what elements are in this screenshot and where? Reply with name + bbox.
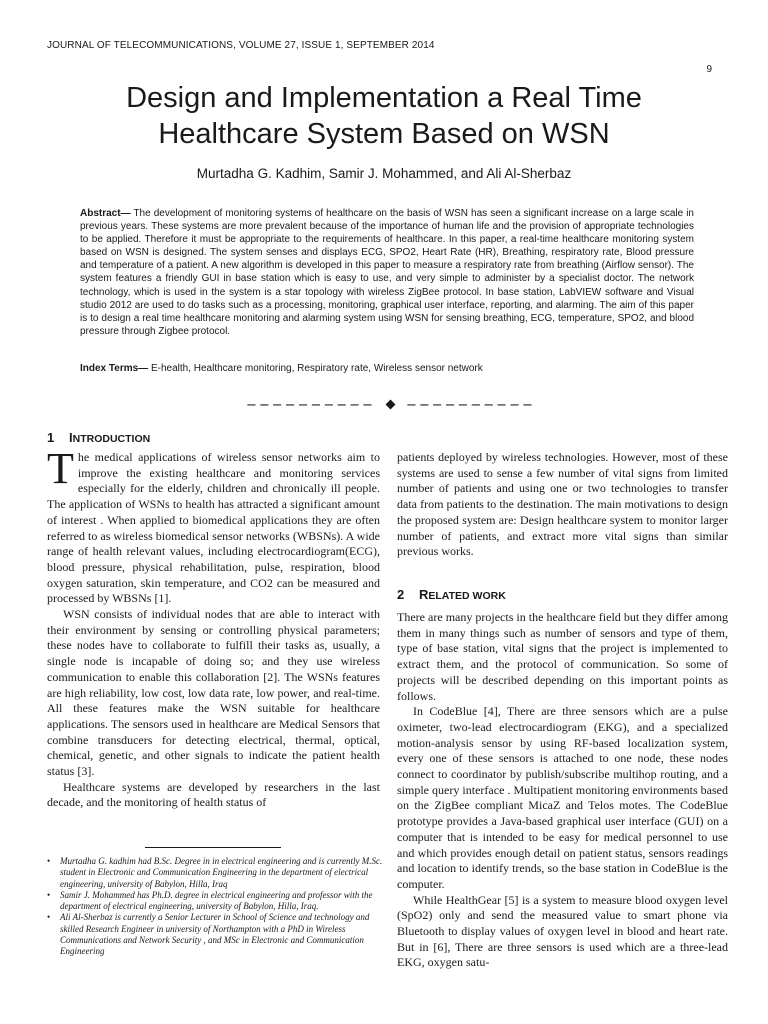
section-title-initial: R bbox=[419, 587, 429, 602]
footnote-text: Samir J. Mohammed has Ph.D. degree in electrical engineering and professor with the department of electrical engineering, university of Babylon, Hilla, Iraq. bbox=[60, 889, 373, 912]
related-paragraph-3: While HealthGear [5] is a system to measure blood oxygen level (SpO2) only and send the measured value to smart phone via Bluetooth to display values of oxygen level in blood and heart rate. But in [6], There are three sensors is used which are a three-lead EKG, oxygen satu- bbox=[397, 892, 728, 970]
diamond-icon bbox=[385, 400, 395, 410]
page-number: 9 bbox=[706, 64, 712, 75]
abstract-label: Abstract— bbox=[80, 208, 131, 219]
section-heading-related-work bbox=[397, 587, 506, 602]
bullet-icon: • bbox=[47, 856, 51, 866]
intro-paragraph-2: WSN consists of individual nodes that are able to interact with their environment by sensing or controlling physical parameters; these nodes have to collaborate to fulfill their tasks as, usually, a single node is incapable of doing so; and they use wireless communication to enable this collaboration [2]. The WSNs features are high reliability, low cost, low data rate, low power, and real-time. All these features make the WSN suitable for healthcare applications. The sensors used in healthcare are Medical Sensors that combine transducers for detecting electrical, thermal, optical, chemical, genetic, and other signals to indicate the patient health status [3]. bbox=[47, 607, 380, 779]
intro-paragraph-3-continued: patients deployed by wireless technologies. However, most of these systems are used to sense a few number of vital signs from limited number of patients and using one or two technologies to transfer data from patients to the destination. The main motivations to design the proposed system are: Design healthcare system to monitor larger number of patients, and extract more vital signs than similar previous works. bbox=[397, 450, 728, 559]
abstract bbox=[80, 207, 694, 338]
paper-title bbox=[40, 80, 728, 152]
separator-dashes-right: −−−−−−−−−− bbox=[405, 398, 535, 413]
section-heading-introduction bbox=[47, 430, 150, 445]
footnote-item bbox=[47, 890, 383, 913]
section-title-rest: ELATED WORK bbox=[428, 590, 506, 602]
title-line-1: Design and Implementation a Real Time bbox=[126, 82, 642, 114]
separator-dashes-left: −−−−−−−−−− bbox=[246, 398, 375, 413]
bullet-icon: • bbox=[47, 912, 51, 923]
index-terms-text: E-health, Healthcare monitoring, Respiratory rate, Wireless sensor network bbox=[150, 363, 483, 374]
index-terms bbox=[80, 363, 694, 374]
title-line-2: Healthcare System Based on WSN bbox=[158, 118, 610, 150]
footnote-item bbox=[47, 912, 383, 957]
right-column-bottom bbox=[397, 610, 728, 971]
section-number: 2 bbox=[397, 587, 405, 602]
right-column-top bbox=[397, 450, 728, 560]
section-number: 1 bbox=[47, 430, 55, 445]
intro-paragraph-1-text: he medical applications of wireless sensor networks aim to improve the existing healthcare and monitoring services especially for the elderly, children and chronically ill people. The application of WSNs to health has attracted a significant amount of interest . When applied to biomedical applications they are often referred to as wireless biomedical sensor networks (WBSNs). A wide range of health relevant values, including electrocardiogram(ECG), blood pressure, physical rehabilitation, pulse, respiration, blood oxygen saturation, skin temperature, and CO2 can be measured and processed by WBSNs [1]. bbox=[47, 450, 380, 606]
intro-paragraph-3: Healthcare systems are developed by researchers in the last decade, and the monitoring of health status of bbox=[47, 779, 380, 810]
section-separator bbox=[246, 398, 535, 413]
index-terms-label: Index Terms— bbox=[80, 363, 149, 374]
related-paragraph-2: In CodeBlue [4], There are three sensors which are a pulse oximeter, two-lead electrocardiogram (EKG), and a specialized motion-analysis sensor by using RF-based localization system, every one of these sensors is attached to one node, these nodes connect to coordinator by publish/subscribe multihop routing, and a simple query interface . Multipatient monitoring environments based on the ZigBee compliant MicaZ and Telos motes. The CodeBlue prototype provides a Java-based graphical user interface (GUI) on a computer that is intended to be easy for medical personnel to use and which provides enough detail on patient status, sensors readings and location to identify trends, so the base station in CodeBlue is the computer. bbox=[397, 704, 728, 891]
footnote-item bbox=[47, 856, 383, 890]
author-footnotes bbox=[47, 856, 383, 958]
drop-cap: T bbox=[47, 444, 74, 493]
abstract-text: The development of monitoring systems of healthcare on the basis of WSN has seen a significant increase on a large scale in previous years. These systems are more prevalent because of the importance of human life and the provision of appropriate technologies to be applied. Therefore it must be appropriate to the requirements of healthcare. In this paper, a real-time healthcare monitoring system based on WSN is designed. The system senses and displays ECG, SPO2, Heart Rate (HR), Breathing, respiratory rate, Blood pressure and temperature of a patient. A new algorithm is developed in this paper to measure a respiratory rate from breathing (Airflow sensor). The system features a friendly GUI in base station which is easy to use, and very simple to administer by a specialist doctor. The network technology, which is used in the system is a star topology with wireless ZigBee protocol. In base station, LabVIEW software and Visual studio 2012 are used to do tasks such as a processing, monitoring, graphical user interface, reporting, and alarming. The aim of this paper is to design a real time healthcare monitoring and alarming system using WSN for sensing breathing, ECG, temperature, SPO2, and blood pressure through Zigbee protocol. bbox=[80, 208, 694, 337]
section-title-rest: NTRODUCTION bbox=[72, 433, 151, 445]
section-title-initial: I bbox=[69, 430, 73, 445]
bullet-icon: • bbox=[47, 889, 51, 900]
footnote-text: Ali Al-Sherbaz is currently a Senior Lecturer in School of Science and technology and skilled Research Engineer in university of Northampton with a PhD in Wireless Communications and Network Security , and MSc in Electronic and Communication Engineering bbox=[60, 912, 370, 957]
related-paragraph-1: There are many projects in the healthcare field but they differ among them in many things such as number of sensors and type of them, type of base station, vital signs that the project is implemented to extract them, and the protocol of communication. So some of projects will be described depending on this important points as follows. bbox=[397, 610, 728, 703]
author-list: Murtadha G. Kadhim, Samir J. Mohammed, and Ali Al-Sherbaz bbox=[196, 166, 572, 181]
footnote-rule bbox=[145, 847, 281, 848]
intro-paragraph-1 bbox=[47, 444, 380, 607]
journal-header: JOURNAL OF TELECOMMUNICATIONS, VOLUME 27, ISSUE 1, SEPTEMBER 2014 bbox=[47, 40, 435, 51]
left-column bbox=[47, 444, 380, 811]
footnote-text: Murtadha G. kadhim had B.Sc. Degree in in electrical engineering and is currently M.Sc. student in Electronic and Communication Engineering in the department of electrical engineering, university of Babylon, Hilla, Iraq bbox=[60, 856, 383, 889]
